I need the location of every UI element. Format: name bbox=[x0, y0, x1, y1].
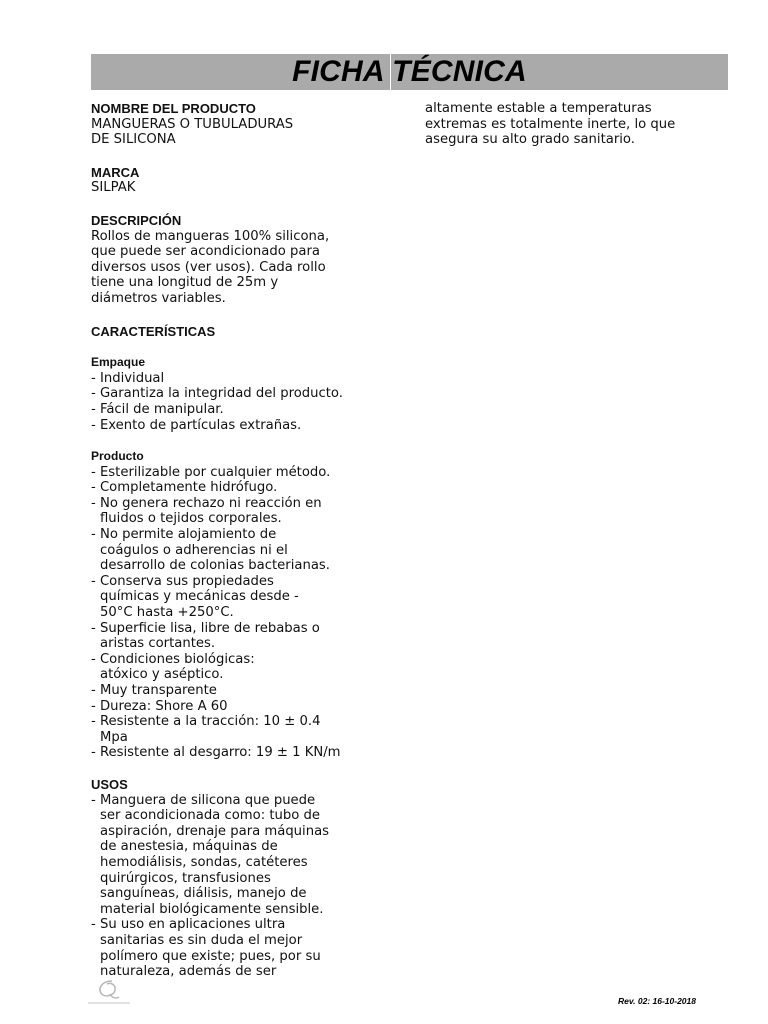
use-item-line: polímero que existe; pues, por su bbox=[100, 948, 321, 964]
product-feature-item bbox=[91, 480, 391, 496]
use-item bbox=[91, 793, 391, 918]
packaging-item-line: - Individual bbox=[91, 370, 165, 386]
page-title: FICHA TÉCNICA bbox=[292, 55, 527, 88]
product-feature-item-line: - No genera rechazo ni reacción en bbox=[91, 495, 322, 511]
product-feature-item bbox=[91, 621, 391, 652]
product-feature-item-line: 50°C hasta +250°C. bbox=[100, 605, 234, 621]
product-feature-item-line: - Resistente a la tracción: 10 ± 0.4 bbox=[91, 714, 321, 730]
use-item-line: material biológicamente sensible. bbox=[100, 901, 324, 917]
packaging-item bbox=[91, 418, 391, 434]
product-feature-item-line: Mpa bbox=[100, 729, 128, 745]
description-line: diversos usos (ver usos). Cada rollo bbox=[91, 259, 326, 275]
brand-value: SILPAK bbox=[91, 180, 136, 196]
product-feature-item-line: químicas y mecánicas desde - bbox=[100, 589, 299, 605]
use-item-line: hemodiálisis, sondas, catéteres bbox=[100, 854, 308, 870]
right-column bbox=[425, 101, 725, 148]
description-heading: DESCRIPCIÓN bbox=[91, 212, 182, 228]
use-item-line: naturaleza, además de ser bbox=[100, 964, 277, 980]
product-feature-item-line: fluidos o tejidos corporales. bbox=[100, 511, 282, 527]
product-feature-item-line: - Superficie lisa, libre de rebabas o bbox=[91, 620, 320, 636]
description-line: que puede ser acondicionado para bbox=[91, 244, 320, 260]
product-feature-item bbox=[91, 496, 391, 527]
product-feature-item-line: - Resistente al desgarro: 19 ± 1 KN/m bbox=[91, 745, 341, 761]
packaging-item bbox=[91, 402, 391, 418]
revision-label: Rev. 02: 16-10-2018 bbox=[618, 996, 696, 1006]
product-feature-item-line: - No permite alojamiento de bbox=[91, 527, 277, 543]
company-logo-icon bbox=[82, 978, 134, 1008]
product-feature-item bbox=[91, 527, 391, 574]
product-feature-item bbox=[91, 465, 391, 481]
product-feature-item bbox=[91, 683, 391, 699]
use-item-line: aspiración, drenaje para máquinas bbox=[100, 823, 330, 839]
left-column bbox=[91, 101, 391, 980]
product-name-heading: NOMBRE DEL PRODUCTO bbox=[91, 101, 256, 116]
continuation-line: extremas es totalmente inerte, lo que bbox=[425, 116, 676, 132]
product-features-list bbox=[91, 465, 391, 761]
description-line: diámetros variables. bbox=[91, 290, 226, 306]
packaging-item-line: - Exento de partículas extrañas. bbox=[91, 417, 302, 433]
use-item-line: sanguíneas, diálisis, manejo de bbox=[100, 886, 307, 902]
product-feature-item bbox=[91, 574, 391, 621]
packaging-item bbox=[91, 371, 391, 387]
use-item bbox=[91, 917, 391, 979]
product-feature-item-line: - Conserva sus propiedades bbox=[91, 573, 274, 589]
description-body bbox=[91, 229, 391, 307]
product-feature-item bbox=[91, 714, 391, 745]
use-item-line: sanitarias es sin duda el mejor bbox=[100, 932, 303, 948]
description-line: Rollos de mangueras 100% silicona, bbox=[91, 228, 330, 244]
continuation-line: altamente estable a temperaturas bbox=[425, 101, 652, 116]
product-feature-item-line: desarrollo de colonias bacterianas. bbox=[100, 558, 330, 574]
product-feature-item-line: - Condiciones biológicas: bbox=[91, 651, 255, 667]
product-feature-item-line: - Dureza: Shore A 60 bbox=[91, 698, 228, 714]
product-feature-item-line: atóxico y aséptico. bbox=[100, 667, 224, 683]
uses-list bbox=[91, 793, 391, 980]
product-feature-item-line: - Muy transparente bbox=[91, 683, 217, 698]
product-feature-item bbox=[91, 745, 391, 761]
description-line: tiene una longitud de 25m y bbox=[91, 275, 279, 291]
characteristics-heading: CARACTERÍSTICAS bbox=[91, 323, 216, 339]
brand-heading: MARCA bbox=[91, 164, 140, 180]
use-item-line: - Su uso en aplicaciones ultra bbox=[91, 917, 286, 933]
product-feature-item-line: coágulos o adherencias ni el bbox=[100, 542, 288, 558]
use-item-line: de anestesia, máquinas de bbox=[100, 839, 278, 855]
product-feature-item bbox=[91, 699, 391, 715]
product-name-line: DE SILICONA bbox=[91, 132, 176, 148]
title-bar bbox=[91, 54, 728, 90]
packaging-item bbox=[91, 386, 391, 402]
packaging-item-line: - Garantiza la integridad del producto. bbox=[91, 386, 343, 402]
product-name-line: MANGUERAS O TUBULADURAS bbox=[91, 116, 294, 132]
product-subheading: Producto bbox=[91, 449, 144, 464]
continuation-line: asegura su alto grado sanitario. bbox=[425, 132, 635, 148]
product-feature-item-line: aristas cortantes. bbox=[100, 636, 216, 652]
packaging-subheading: Empaque bbox=[91, 355, 146, 370]
packaging-list bbox=[91, 371, 391, 433]
use-item-line: ser acondicionada como: tubo de bbox=[100, 808, 320, 824]
product-feature-item bbox=[91, 652, 391, 683]
product-feature-item-line: - Esterilizable por cualquier método. bbox=[91, 464, 331, 480]
use-item-line: - Manguera de silicona que puede bbox=[91, 792, 316, 808]
product-feature-item-line: - Completamente hidrófugo. bbox=[91, 480, 278, 496]
uses-heading: USOS bbox=[91, 776, 128, 792]
packaging-item-line: - Fácil de manipular. bbox=[91, 401, 224, 417]
use-item-line: quirúrgicos, transfusiones bbox=[100, 870, 271, 886]
